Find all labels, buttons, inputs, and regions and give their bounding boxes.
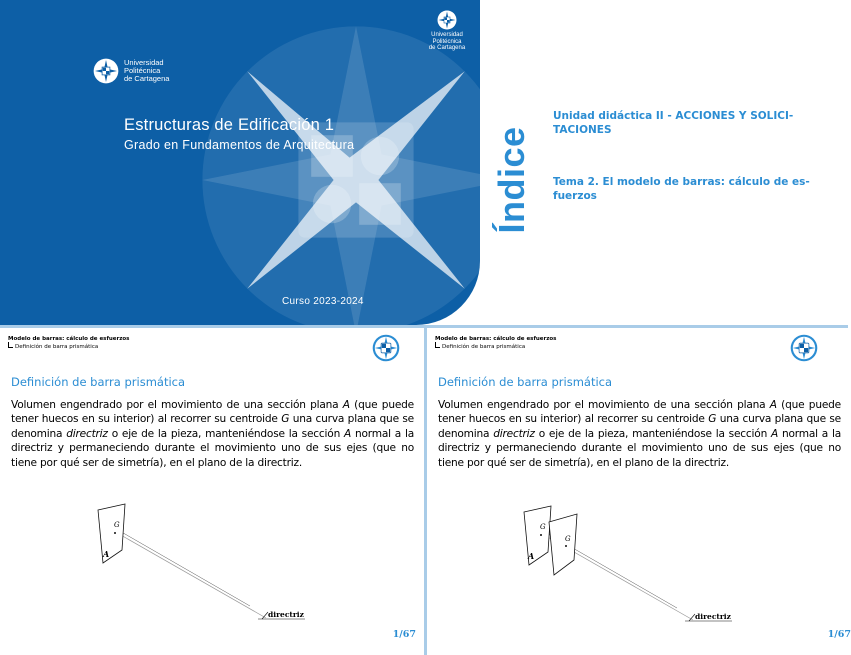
label-directriz: directriz [695,612,731,621]
tree-branch-icon [8,342,13,348]
university-name-line-1: Universidad [124,57,164,67]
definition-text-part: normal a la directriz y permaneciendo durante el movimiento uno de sus ejes (que no tiene por qué ser de simetría), en el plano de la directriz. [438,427,841,469]
definition-text-part: una curva plana que se denomina [438,413,842,440]
header-subsection-label: Definición de barra prismática [15,344,99,350]
tree-branch-icon [435,342,440,348]
university-seal-icon [372,334,400,362]
university-seal-icon [790,334,818,362]
directrix-line [112,530,266,618]
university-seal-icon [93,58,119,84]
index-item-unit[interactable]: Unidad didáctica II - ACCIONES Y SOLICI-TACIONES [553,110,794,136]
variable-a: A [344,427,352,440]
variable-g: G [281,413,290,426]
page-number: 1/67 [827,629,851,640]
content-slide-1 [0,328,424,655]
index-item-topic[interactable]: Tema 2. El modelo de barras: cálculo de es-fuerzos [553,176,810,202]
definition-text-part: Volumen engendrado por el movimiento de una sección plana [11,399,343,411]
course-title: Estructuras de Edificación 1 [124,116,335,134]
header-subsection [435,344,556,350]
label-a: A [103,549,110,559]
university-name-line-2: Politécnica [432,38,462,45]
label-directriz: directriz [268,610,304,619]
prismatic-bar-diagram [427,498,851,633]
content-slide-2 [427,328,851,655]
definition-text-part: normal a la directriz y permaneciendo durante el movimiento uno de sus ejes (que no tiene por qué ser de simetría), en el plano de la directriz. [11,427,414,469]
university-name-line-2: Politécnica [124,65,161,75]
prismatic-bar-diagram [0,498,424,633]
header-subsection [8,344,129,350]
university-seal-watermark-icon [196,20,516,340]
label-g-1: G [540,523,546,531]
university-seal-icon [437,10,457,30]
definition-text-part: Volumen engendrado por el movimiento de una sección plana [438,399,770,411]
axis-line [118,530,250,606]
frame-title: Definición de barra prismática [11,375,186,389]
slide-header [8,336,129,350]
centroid-point-1 [540,534,542,536]
university-name-line-3: de Cartagena [124,74,170,84]
header-section-title: Modelo de barras: cálculo de esfuerzos [435,336,557,342]
definition-text-part: o eje de la pieza, manteniéndose la sección [107,427,344,440]
slide-header [435,336,556,350]
index-heading: Índice [491,126,532,234]
term-directriz: directriz [66,427,108,440]
label-g-2: G [565,535,571,543]
variable-a: A [342,399,350,411]
title-slide [0,0,480,325]
definition-text-part: (que puede tener huecos en su interior) al recorrer su centroide [11,399,414,426]
label-g: G [114,521,120,529]
university-logo [93,58,169,84]
page-number: 1/67 [392,629,416,640]
university-name [124,59,169,84]
centroid-point [114,532,116,534]
variable-g: G [708,413,717,426]
centroid-point-2 [565,545,567,547]
label-a: A [528,551,535,561]
definition-text [11,398,414,470]
definition-text [438,398,841,470]
course-subtitle: Grado en Fundamentos de Arquitectura [124,138,355,152]
definition-text-part: (que puede tener huecos en su interior) al recorrer su centroide [438,399,841,426]
term-directriz: directriz [493,427,535,440]
header-subsection-label: Definición de barra prismática [442,344,526,350]
university-name-line-1: Universidad [431,32,463,38]
definition-text-part: o eje de la pieza, manteniéndose la sección [534,427,771,440]
variable-a: A [771,427,779,440]
university-name-line-3: de Cartagena [428,45,466,52]
course-year: Curso 2023-2024 [282,296,364,307]
cross-section-shape-2 [549,514,577,575]
definition-text-part: una curva plana que se denomina [11,413,415,440]
variable-a: A [769,399,777,411]
header-section-title: Modelo de barras: cálculo de esfuerzos [8,336,130,342]
university-logo-corner [424,10,470,52]
university-name-corner [429,32,465,52]
frame-title: Definición de barra prismática [438,375,613,389]
